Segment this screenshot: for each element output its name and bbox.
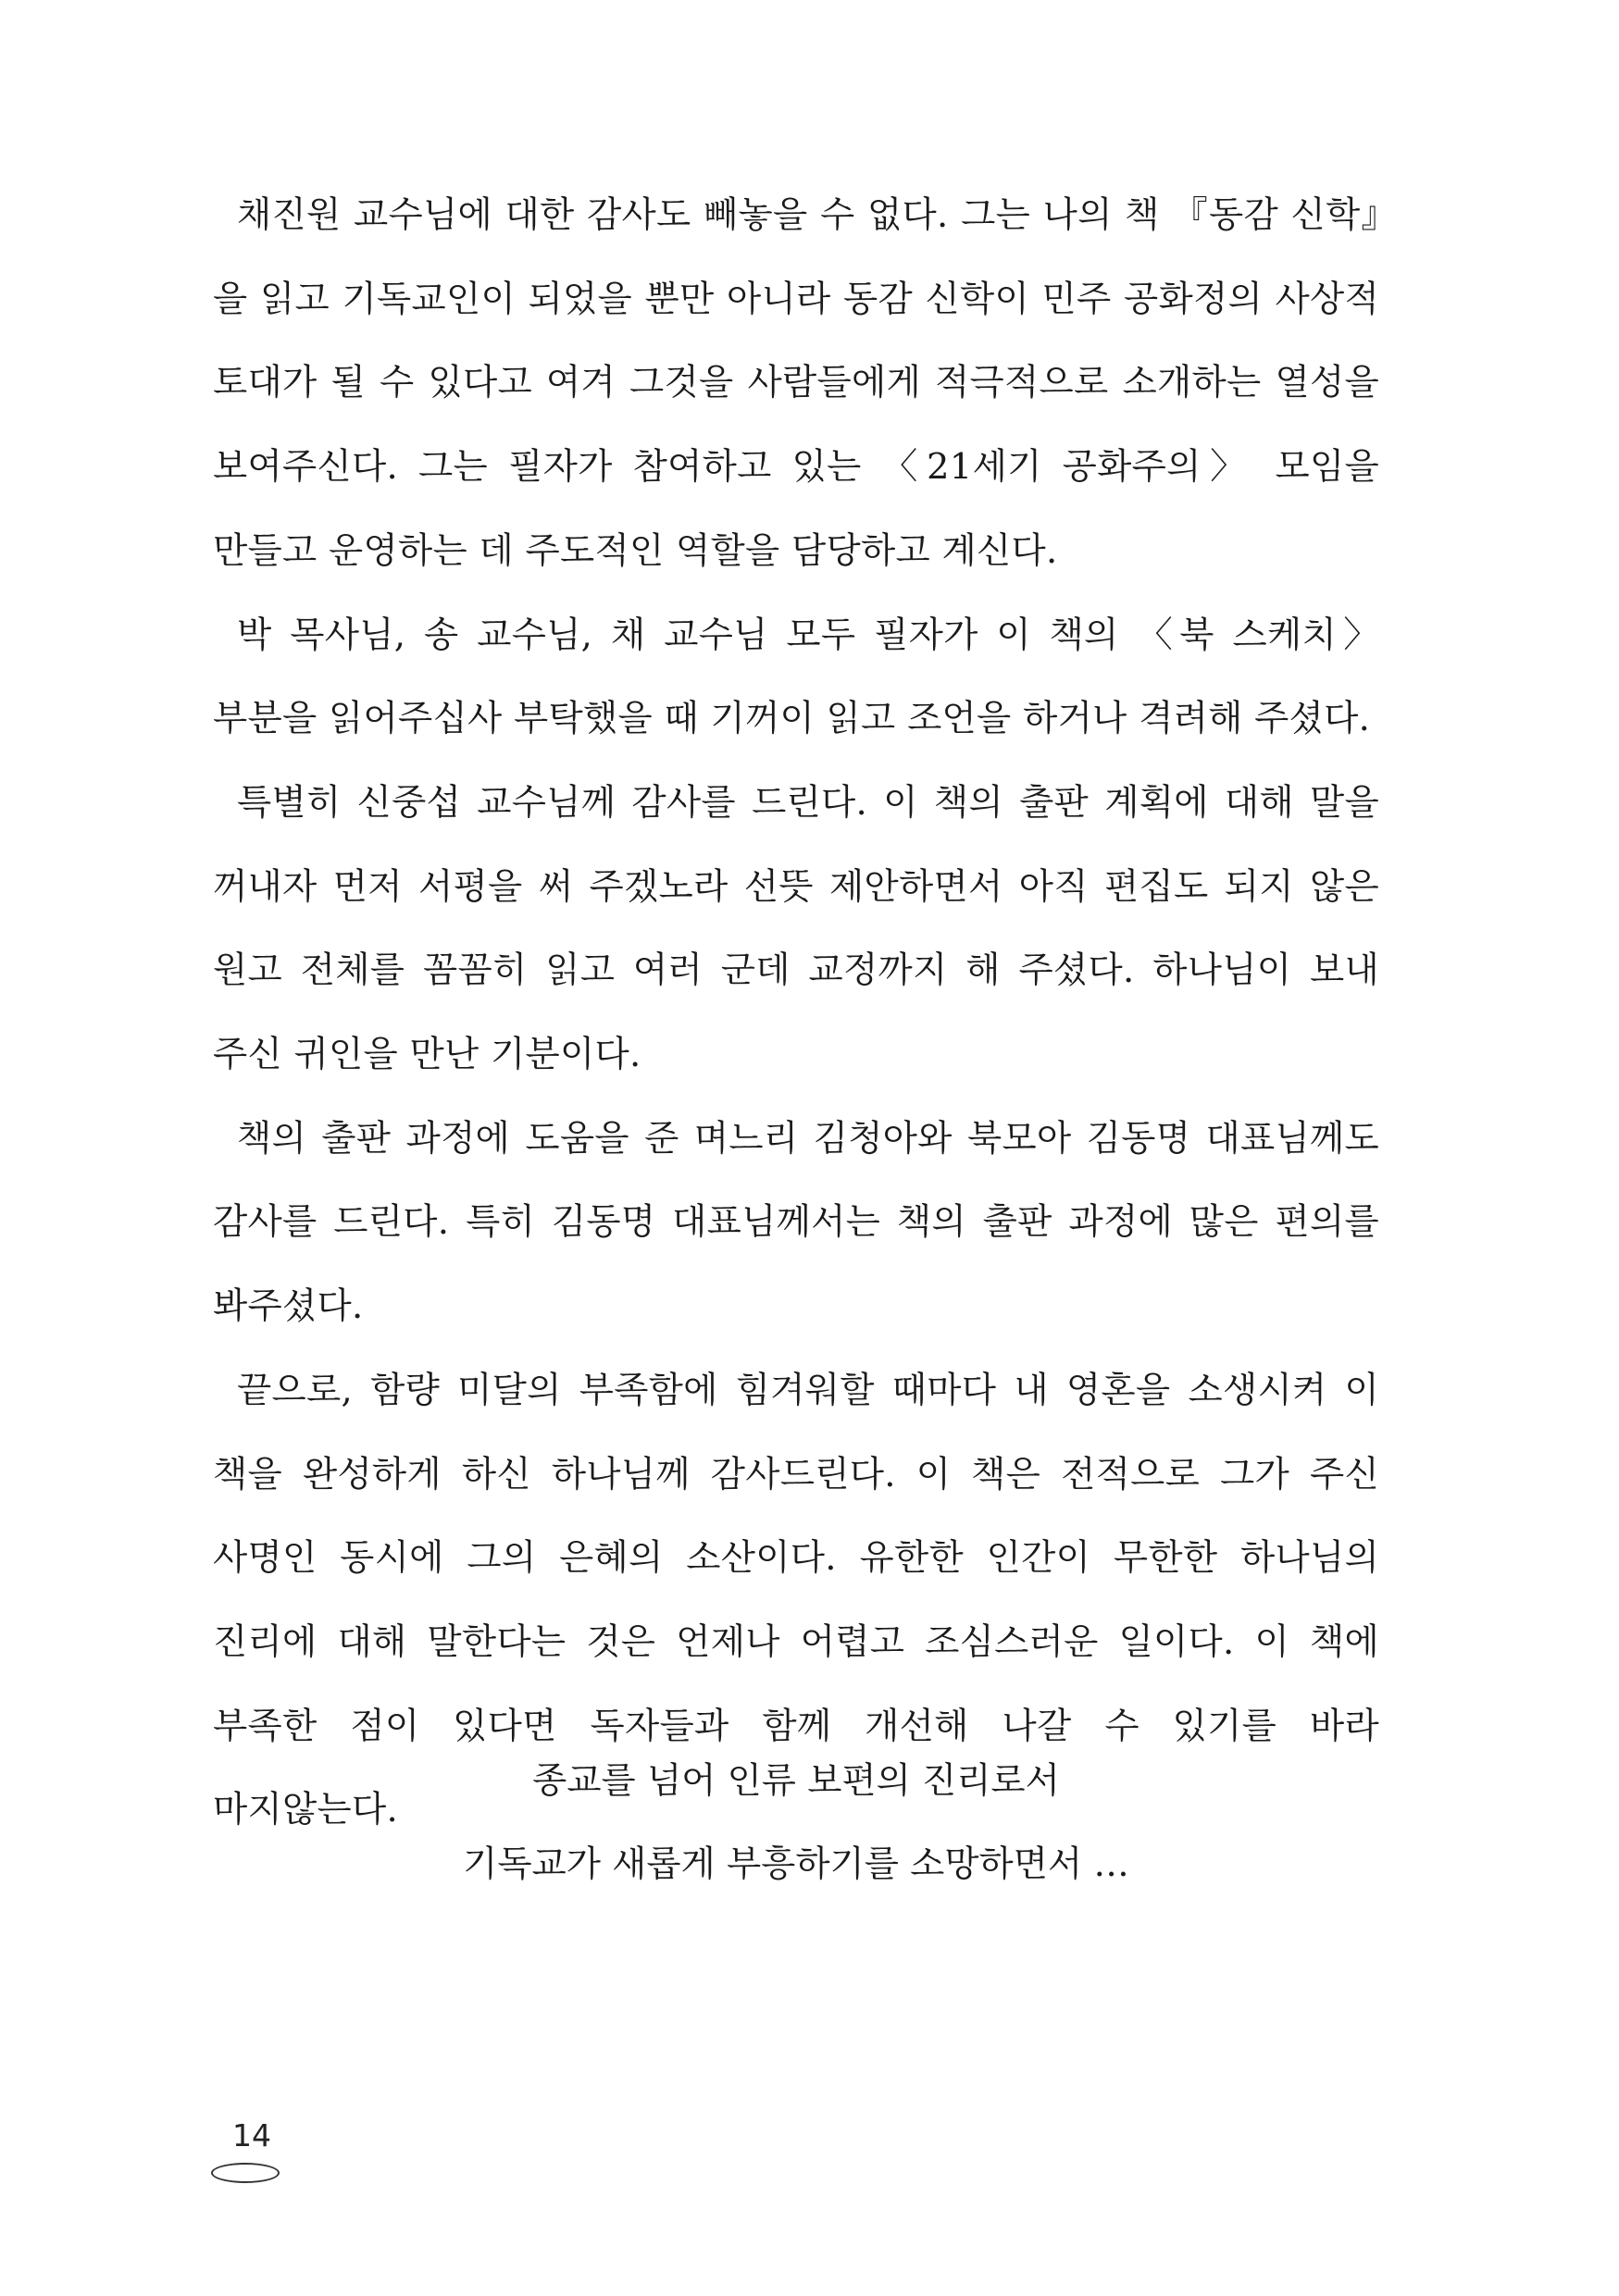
- closing-dedication: [213, 1740, 1379, 1906]
- paragraph-thanks-to-god: 끝으로, 함량 미달의 부족함에 힘겨워할 때마다 내 영혼을 소생시켜 이 책을 완성하게 하신 하나님께 감사드린다. 이 책은 전적으로 그가 주신 사명인 동시에 그의 은혜의 소산이다. 유한한 인간이 무한한 하나님의 진리에 대해 말한다는 것은 언제나 어렵고 조심스러운 일이다. 이 책에 부족한 점이 있다면 독자들과 함께 개선해 나갈 수 있기를 바라 마지않는다.: [213, 1369, 1379, 1831]
- paragraph-publishing-help: 책의 출판 과정에 도움을 준 며느리 김청아와 북모아 김동명 대표님께도 감사를 드린다. 특히 김동명 대표님께서는 책의 출판 과정에 많은 편의를 봐주셨다.: [213, 1117, 1379, 1328]
- page-number-ornament: [211, 2163, 280, 2183]
- paragraph-book-sketch: 박 목사님, 송 교수님, 채 교수님 모두 필자가 이 책의 〈북 스케치〉 부분을 읽어주십사 부탁했을 때 기꺼이 읽고 조언을 하거나 격려해 주셨다.: [213, 614, 1379, 740]
- closing-line-1: 종교를 넘어 인류 보편의 진리로서: [532, 1760, 1060, 1802]
- paragraph-shin-jungseop: 특별히 신중섭 교수님께 감사를 드린다. 이 책의 출판 계획에 대해 말을 꺼내자 먼저 서평을 써 주겠노라 선뜻 제안하면서 아직 편집도 되지 않은 원고 전체를 꼼꼼히 읽고 여러 군데 교정까지 해 주셨다. 하나님이 보내 주신 귀인을 만난 기분이다.: [213, 781, 1379, 1076]
- page-number: 14: [232, 2117, 271, 2153]
- closing-line-2: 기독교가 새롭게 부흥하기를 소망하면서 …: [463, 1843, 1129, 1885]
- body-text: [213, 174, 1379, 1853]
- paragraph-chae-jinwon: 채진원 교수님에 대한 감사도 빼놓을 수 없다. 그는 나의 책 『동감 신학』을 읽고 기독교인이 되었을 뿐만 아니라 동감 신학이 민주 공화정의 사상적 토대가 될 수 있다고 여겨 그것을 사람들에게 적극적으로 소개하는 열성을 보여주신다. 그는 필자가 참여하고 있는 〈21세기 공화주의〉 모임을 만들고 운영하는 데 주도적인 역할을 담당하고 계신다.: [213, 194, 1379, 572]
